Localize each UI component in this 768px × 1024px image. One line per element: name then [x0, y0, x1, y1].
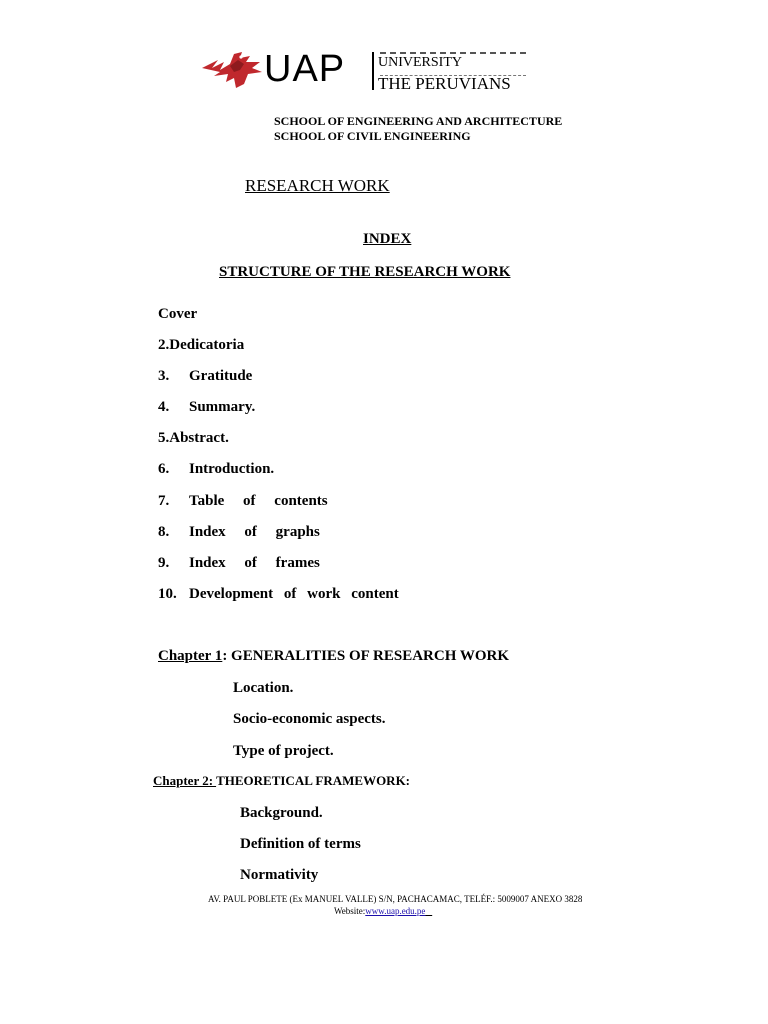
link-trailing-space — [425, 906, 432, 916]
list-item — [158, 461, 274, 478]
list-item-text: Index of graphs — [189, 524, 320, 540]
list-item — [158, 555, 320, 572]
list-item-number: 6. — [158, 461, 170, 477]
list-item-text: Cover — [158, 306, 198, 322]
list-item-number: 5. — [158, 430, 170, 446]
footer-website — [334, 906, 432, 916]
index-heading: INDEX — [363, 231, 412, 247]
list-item — [158, 493, 328, 510]
list-item — [158, 399, 255, 416]
chapter-2-title: THEORETICAL FRAMEWORK: — [216, 773, 411, 788]
logo-line-peruvians: THE PERUVIANS — [378, 74, 511, 93]
chapter-1-subitem: Location. — [233, 680, 294, 696]
logo-divider — [372, 52, 374, 90]
list-item-text: Dedicatoria — [169, 337, 245, 353]
logo-rule-top — [380, 52, 526, 54]
list-item-text: Development of work content — [189, 586, 399, 602]
chapter-2-subitem: Background. — [240, 805, 323, 821]
list-item-number: 8. — [158, 524, 170, 540]
logo-line-university: UNIVERSITY — [378, 55, 462, 70]
footer-website-label: Website: — [334, 906, 366, 916]
chapter-1-subitem: Socio-economic aspects. — [233, 711, 386, 727]
footer-address: AV. PAUL POBLETE (Ex MANUEL VALLE) S/N, PACHACAMAC, TELÉF.: 5009007 ANEXO 3828 — [208, 894, 583, 904]
list-item-text: Gratitude — [189, 368, 253, 384]
list-item — [158, 306, 197, 323]
list-item-number: 4. — [158, 399, 170, 415]
school-line-2: SCHOOL OF CIVIL ENGINEERING — [274, 129, 471, 143]
list-item-number: 10. — [158, 586, 177, 602]
structure-heading: STRUCTURE OF THE RESEARCH WORK — [219, 264, 511, 280]
list-item-text: Abstract. — [169, 430, 229, 446]
list-item — [158, 368, 252, 385]
page-title-text: RESEARCH WORK — [245, 176, 390, 195]
uap-logo — [200, 44, 536, 98]
list-item-number: 9. — [158, 555, 170, 571]
chapter-2-subitem: Definition of terms — [240, 836, 361, 852]
list-item — [158, 337, 244, 354]
chapter-2-subitem: Normativity — [240, 867, 319, 883]
list-item-text: Summary. — [189, 399, 256, 415]
list-item — [158, 586, 399, 603]
list-item — [158, 524, 320, 541]
list-item-number: 7. — [158, 493, 170, 509]
list-item-number: 2. — [158, 337, 170, 353]
list-item-text: Index of frames — [189, 555, 320, 571]
page-title — [245, 176, 535, 196]
chapter-2-heading — [153, 773, 410, 789]
chapter-1-label: Chapter 1 — [158, 648, 223, 664]
list-item-text: Table of contents — [189, 493, 328, 509]
eagle-icon — [200, 48, 266, 92]
list-item — [158, 430, 229, 447]
website-link[interactable]: www.uap.edu.pe — [365, 906, 426, 916]
school-line-1: SCHOOL OF ENGINEERING AND ARCHITECTURE — [274, 114, 563, 128]
list-item-text: Introduction. — [189, 461, 275, 477]
chapter-1-subitem: Type of project. — [233, 743, 334, 759]
chapter-2-label: Chapter 2: — [153, 773, 217, 788]
list-item-number: 3. — [158, 368, 170, 384]
chapter-1-title: : GENERALITIES OF RESEARCH WORK — [222, 648, 510, 664]
logo-acronym: UAP — [264, 48, 346, 90]
chapter-1-heading — [158, 648, 509, 665]
